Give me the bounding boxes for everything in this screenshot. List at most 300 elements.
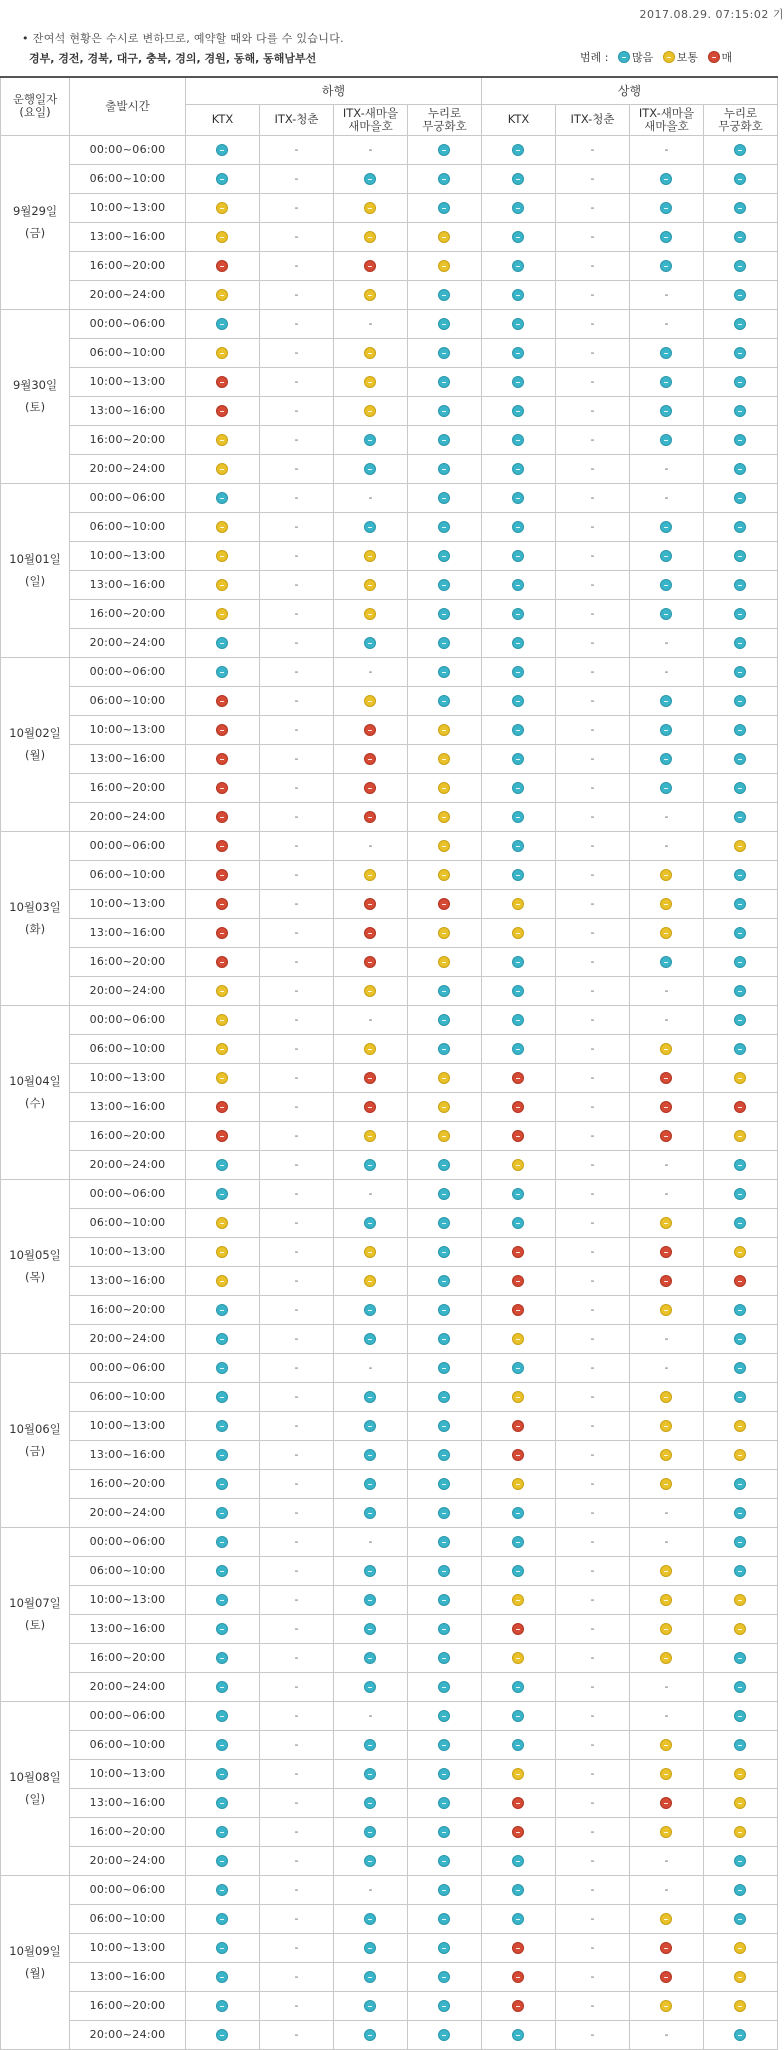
status-cell <box>629 1991 703 2020</box>
status-cell <box>185 1411 259 1440</box>
status-few-icon <box>512 1246 524 1258</box>
status-few-icon <box>512 1449 524 1461</box>
status-cell <box>259 1237 333 1266</box>
status-normal-icon <box>660 1739 672 1751</box>
status-cell <box>333 1005 407 1034</box>
status-many-icon <box>512 1855 524 1867</box>
unavailable-dash: - <box>664 1187 669 1200</box>
table-row <box>1 1614 778 1643</box>
unavailable-dash: - <box>664 1361 669 1374</box>
status-cell <box>629 1672 703 1701</box>
status-cell <box>259 1469 333 1498</box>
status-cell <box>555 1585 629 1614</box>
status-cell <box>703 1092 777 1121</box>
time-cell: 16:00~20:00 <box>70 1817 186 1846</box>
unavailable-dash: - <box>294 752 299 765</box>
status-many-icon <box>438 1565 450 1577</box>
unavailable-dash: - <box>590 1303 595 1316</box>
status-few-icon <box>364 724 376 736</box>
time-cell: 00:00~06:00 <box>70 483 186 512</box>
status-cell <box>259 541 333 570</box>
status-many-icon <box>438 1594 450 1606</box>
header-down-itx-saemaeul: ITX-새마을 새마을호 <box>333 104 407 135</box>
status-many-icon <box>438 463 450 475</box>
status-few-icon <box>364 811 376 823</box>
status-many-icon <box>660 405 672 417</box>
time-cell: 16:00~20:00 <box>70 425 186 454</box>
status-cell <box>555 1440 629 1469</box>
status-normal-icon <box>734 1130 746 1142</box>
status-cell <box>407 135 481 164</box>
status-normal-icon <box>438 753 450 765</box>
status-many-icon <box>512 2029 524 2041</box>
status-many-icon <box>364 1478 376 1490</box>
date-cell: 10월08일 (일) <box>1 1701 70 1875</box>
status-cell <box>259 1208 333 1237</box>
status-many-icon <box>512 1014 524 1026</box>
status-normal-icon <box>438 956 450 968</box>
legend-item-label: 많음 <box>631 51 654 64</box>
status-cell <box>481 947 555 976</box>
status-many-icon <box>438 1391 450 1403</box>
status-many-icon <box>660 260 672 272</box>
unavailable-dash: - <box>294 926 299 939</box>
status-cell <box>555 1469 629 1498</box>
unavailable-dash: - <box>294 781 299 794</box>
status-cell <box>555 1643 629 1672</box>
time-cell: 13:00~16:00 <box>70 1266 186 1295</box>
unavailable-dash: - <box>294 491 299 504</box>
status-cell <box>481 1382 555 1411</box>
status-cell <box>185 1788 259 1817</box>
status-many-icon <box>438 1188 450 1200</box>
status-cell <box>259 1614 333 1643</box>
status-cell <box>259 657 333 686</box>
status-few-icon <box>660 1275 672 1287</box>
status-cell <box>555 715 629 744</box>
status-cell <box>481 164 555 193</box>
status-cell <box>703 1440 777 1469</box>
status-cell <box>703 657 777 686</box>
status-cell <box>185 918 259 947</box>
status-normal-icon <box>364 1043 376 1055</box>
header-date: 운행일자 (요일) <box>1 77 70 135</box>
status-cell <box>555 1237 629 1266</box>
status-cell <box>629 193 703 222</box>
status-many-icon <box>734 231 746 243</box>
status-cell <box>185 1092 259 1121</box>
status-cell <box>555 1121 629 1150</box>
status-few-icon <box>660 1246 672 1258</box>
status-many-icon <box>660 724 672 736</box>
status-cell <box>259 947 333 976</box>
status-normal-icon <box>660 2000 672 2012</box>
status-many-icon <box>438 1043 450 1055</box>
unavailable-dash: - <box>590 491 595 504</box>
time-cell: 20:00~24:00 <box>70 1672 186 1701</box>
time-cell: 06:00~10:00 <box>70 164 186 193</box>
status-cell <box>259 744 333 773</box>
status-few-icon <box>512 1942 524 1954</box>
status-cell <box>555 599 629 628</box>
status-cell <box>703 1382 777 1411</box>
status-cell <box>259 1643 333 1672</box>
status-cell <box>703 483 777 512</box>
unavailable-dash: - <box>590 1506 595 1519</box>
status-normal-icon <box>438 1130 450 1142</box>
table-row <box>1 599 778 628</box>
time-cell: 20:00~24:00 <box>70 628 186 657</box>
status-cell <box>703 1730 777 1759</box>
status-few-icon <box>216 1130 228 1142</box>
status-cell <box>555 1208 629 1237</box>
unavailable-dash: - <box>294 1564 299 1577</box>
status-many-icon <box>734 985 746 997</box>
status-cell <box>185 1121 259 1150</box>
status-cell <box>703 1121 777 1150</box>
status-cell <box>481 1092 555 1121</box>
status-many-icon <box>438 550 450 562</box>
table-row <box>1 1237 778 1266</box>
status-cell <box>333 1469 407 1498</box>
unavailable-dash: - <box>590 926 595 939</box>
status-few-icon <box>660 1130 672 1142</box>
status-cell <box>629 715 703 744</box>
status-cell <box>481 338 555 367</box>
status-cell <box>481 860 555 889</box>
status-normal-icon <box>364 550 376 562</box>
table-row <box>1 1005 778 1034</box>
status-few-icon <box>512 1420 524 1432</box>
unavailable-dash: - <box>294 955 299 968</box>
time-cell: 00:00~06:00 <box>70 657 186 686</box>
status-cell <box>185 1295 259 1324</box>
status-cell <box>555 1324 629 1353</box>
status-cell <box>481 1730 555 1759</box>
status-cell <box>555 1788 629 1817</box>
status-cell <box>629 628 703 657</box>
status-cell <box>481 193 555 222</box>
status-cell <box>259 570 333 599</box>
status-cell <box>259 1005 333 1034</box>
status-cell <box>185 1469 259 1498</box>
status-few-icon <box>216 898 228 910</box>
status-normal-icon <box>216 231 228 243</box>
status-many-icon <box>512 840 524 852</box>
status-normal-icon <box>216 289 228 301</box>
status-many-icon <box>734 318 746 330</box>
status-cell <box>259 599 333 628</box>
status-cell <box>555 251 629 280</box>
status-many-icon <box>364 1420 376 1432</box>
status-cell <box>407 280 481 309</box>
table-row <box>1 1730 778 1759</box>
status-few-icon <box>216 724 228 736</box>
status-normal-icon <box>438 1072 450 1084</box>
status-many-icon <box>734 869 746 881</box>
table-row <box>1 512 778 541</box>
status-cell <box>333 802 407 831</box>
unavailable-dash: - <box>590 1245 595 1258</box>
status-many-icon <box>512 173 524 185</box>
unavailable-dash: - <box>294 1883 299 1896</box>
status-few-icon <box>512 1971 524 1983</box>
status-many-icon <box>216 1768 228 1780</box>
unavailable-dash: - <box>294 1245 299 1258</box>
time-cell: 00:00~06:00 <box>70 1527 186 1556</box>
status-many-icon <box>438 1681 450 1693</box>
status-cell <box>185 1005 259 1034</box>
status-cell <box>703 889 777 918</box>
unavailable-dash: - <box>294 1042 299 1055</box>
status-cell <box>333 193 407 222</box>
status-normal-icon <box>734 1420 746 1432</box>
status-cell <box>703 976 777 1005</box>
status-cell <box>703 1788 777 1817</box>
status-cell <box>259 1788 333 1817</box>
status-cell <box>185 193 259 222</box>
unavailable-dash: - <box>664 1013 669 1026</box>
unavailable-dash: - <box>294 201 299 214</box>
status-cell <box>481 889 555 918</box>
status-cell <box>481 1962 555 1991</box>
table-row <box>1 1672 778 1701</box>
unavailable-dash: - <box>294 1071 299 1084</box>
status-cell <box>185 2020 259 2049</box>
status-normal-icon <box>660 1768 672 1780</box>
status-cell <box>185 1527 259 1556</box>
status-cell <box>481 570 555 599</box>
status-cell <box>185 657 259 686</box>
unavailable-dash: - <box>294 1129 299 1142</box>
status-cell <box>629 686 703 715</box>
status-cell <box>259 193 333 222</box>
status-cell <box>555 1005 629 1034</box>
status-cell <box>185 686 259 715</box>
table-row <box>1 338 778 367</box>
status-many-icon <box>512 811 524 823</box>
status-cell <box>629 831 703 860</box>
status-many-icon <box>734 289 746 301</box>
time-cell: 10:00~13:00 <box>70 367 186 396</box>
status-normal-icon <box>364 376 376 388</box>
time-cell: 16:00~20:00 <box>70 1121 186 1150</box>
status-cell <box>481 1933 555 1962</box>
status-cell <box>555 860 629 889</box>
time-cell: 10:00~13:00 <box>70 1759 186 1788</box>
status-many-icon <box>512 202 524 214</box>
unavailable-dash: - <box>590 636 595 649</box>
status-cell <box>629 512 703 541</box>
status-normal-icon <box>660 1478 672 1490</box>
table-row <box>1 367 778 396</box>
update-timestamp: 2017.08.29. 07:15:02 기 <box>639 8 784 21</box>
status-many-icon <box>512 782 524 794</box>
unavailable-dash: - <box>294 259 299 272</box>
status-cell <box>481 918 555 947</box>
status-many-icon <box>364 1797 376 1809</box>
unavailable-dash: - <box>294 230 299 243</box>
unavailable-dash: - <box>590 433 595 446</box>
unavailable-dash: - <box>590 839 595 852</box>
unavailable-dash: - <box>368 317 373 330</box>
unavailable-dash: - <box>664 984 669 997</box>
status-normal-icon <box>216 608 228 620</box>
table-row <box>1 628 778 657</box>
status-many-icon <box>216 1536 228 1548</box>
status-cell <box>629 802 703 831</box>
status-cell <box>703 1498 777 1527</box>
status-many-icon <box>512 463 524 475</box>
time-cell: 00:00~06:00 <box>70 1353 186 1382</box>
header-up-nuriro: 누리로 무궁화호 <box>703 104 777 135</box>
unavailable-dash: - <box>294 1448 299 1461</box>
status-cell <box>407 831 481 860</box>
status-cell <box>703 831 777 860</box>
status-many-icon <box>512 492 524 504</box>
status-cell <box>407 1179 481 1208</box>
status-many-icon <box>734 550 746 562</box>
status-many-icon <box>512 1739 524 1751</box>
unavailable-dash: - <box>590 520 595 533</box>
time-cell: 13:00~16:00 <box>70 918 186 947</box>
header-down-nuriro: 누리로 무궁화호 <box>407 104 481 135</box>
status-few-icon <box>216 405 228 417</box>
unavailable-dash: - <box>294 1825 299 1838</box>
unavailable-dash: - <box>664 2028 669 2041</box>
status-many-icon <box>512 144 524 156</box>
status-normal-icon <box>512 898 524 910</box>
status-cell <box>407 976 481 1005</box>
status-many-icon <box>512 1507 524 1519</box>
unavailable-dash: - <box>590 1709 595 1722</box>
status-cell <box>629 1701 703 1730</box>
status-few-icon <box>660 1971 672 1983</box>
status-cell <box>407 1353 481 1382</box>
status-cell <box>259 1295 333 1324</box>
unavailable-dash: - <box>294 317 299 330</box>
status-cell <box>703 570 777 599</box>
status-cell <box>703 222 777 251</box>
status-cell <box>259 1382 333 1411</box>
status-cell <box>629 396 703 425</box>
status-cell <box>555 1092 629 1121</box>
status-cell <box>481 1527 555 1556</box>
header-up-itx-cheongchun: ITX-청춘 <box>555 104 629 135</box>
table-row <box>1 1063 778 1092</box>
unavailable-dash: - <box>368 1535 373 1548</box>
status-cell <box>407 222 481 251</box>
status-normal-icon <box>660 898 672 910</box>
status-cell <box>629 1295 703 1324</box>
status-many-icon <box>438 434 450 446</box>
status-cell <box>259 1498 333 1527</box>
table-row <box>1 1962 778 1991</box>
unavailable-dash: - <box>590 143 595 156</box>
status-normal-icon <box>216 1043 228 1055</box>
status-cell <box>407 1759 481 1788</box>
status-cell <box>185 512 259 541</box>
unavailable-dash: - <box>664 1506 669 1519</box>
status-cell <box>703 744 777 773</box>
status-many-icon <box>438 1942 450 1954</box>
status-normal-icon <box>364 202 376 214</box>
status-cell <box>481 1411 555 1440</box>
status-many-icon <box>734 1043 746 1055</box>
status-cell <box>185 773 259 802</box>
unavailable-dash: - <box>294 1593 299 1606</box>
status-few-icon <box>216 753 228 765</box>
status-many-icon <box>734 347 746 359</box>
status-many-icon <box>216 1826 228 1838</box>
status-cell <box>555 280 629 309</box>
status-cell <box>185 1266 259 1295</box>
status-normal-icon <box>734 1797 746 1809</box>
unavailable-dash: - <box>294 1767 299 1780</box>
status-many-icon <box>660 434 672 446</box>
status-cell <box>629 367 703 396</box>
status-cell <box>481 1179 555 1208</box>
status-cell <box>185 1208 259 1237</box>
status-many-icon <box>438 1159 450 1171</box>
status-cell <box>629 2020 703 2049</box>
status-many-icon <box>734 1507 746 1519</box>
status-cell <box>407 1585 481 1614</box>
status-many-icon <box>438 1246 450 1258</box>
unavailable-dash: - <box>590 1100 595 1113</box>
status-cell <box>407 802 481 831</box>
status-cell <box>703 1266 777 1295</box>
status-cell <box>407 599 481 628</box>
status-many-icon <box>438 1652 450 1664</box>
table-row <box>1 686 778 715</box>
status-many-icon <box>438 1710 450 1722</box>
status-cell <box>555 193 629 222</box>
unavailable-dash: - <box>294 1477 299 1490</box>
status-cell <box>407 1324 481 1353</box>
status-many-icon <box>734 1536 746 1548</box>
status-normal-icon <box>216 463 228 475</box>
status-cell <box>333 947 407 976</box>
status-cell <box>407 1527 481 1556</box>
table-row <box>1 164 778 193</box>
status-many-icon <box>438 1739 450 1751</box>
status-cell <box>703 860 777 889</box>
status-cell <box>481 1034 555 1063</box>
status-cell <box>333 1904 407 1933</box>
status-cell <box>407 541 481 570</box>
status-cell <box>481 1208 555 1237</box>
status-cell <box>703 1846 777 1875</box>
status-cell <box>703 1817 777 1846</box>
unavailable-dash: - <box>294 1680 299 1693</box>
status-cell <box>481 280 555 309</box>
status-cell <box>333 1527 407 1556</box>
status-cell <box>555 1411 629 1440</box>
legend-item-label: 보통 <box>676 51 698 64</box>
unavailable-dash: - <box>590 1042 595 1055</box>
status-many-icon <box>512 1710 524 1722</box>
unavailable-dash: - <box>294 549 299 562</box>
table-row <box>1 1904 778 1933</box>
unavailable-dash: - <box>590 1361 595 1374</box>
unavailable-dash: - <box>294 1738 299 1751</box>
status-normal-icon <box>216 1217 228 1229</box>
status-cell <box>481 251 555 280</box>
status-cell <box>333 976 407 1005</box>
time-cell: 20:00~24:00 <box>70 1498 186 1527</box>
status-cell <box>555 1933 629 1962</box>
